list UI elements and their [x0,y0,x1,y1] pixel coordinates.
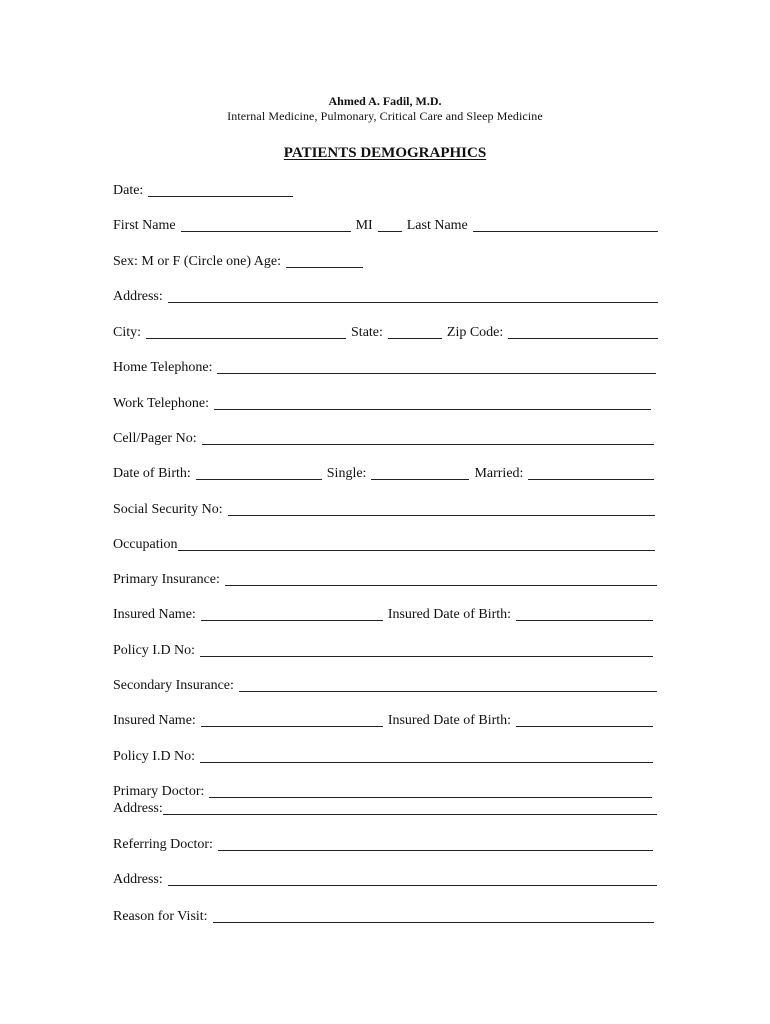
date-field[interactable] [148,184,293,197]
cell-pager-label: Cell/Pager No: [113,431,197,446]
referring-doctor-row [113,837,653,853]
home-telephone-label: Home Telephone: [113,360,213,375]
last-name-field[interactable] [473,219,658,232]
referring-address-label: Address: [113,872,163,887]
state-label: State: [351,325,383,340]
insured-dob-field[interactable] [516,608,653,621]
secondary-insurance-field[interactable] [239,679,657,692]
mi-field[interactable] [378,219,402,232]
cell-pager-row [113,431,654,447]
referring-address-row [113,872,657,888]
insured-name-field[interactable] [201,608,383,621]
address-row [113,289,658,305]
single-field[interactable] [371,467,469,480]
mi-label: MI [355,218,373,233]
married-label: Married: [474,466,524,481]
reason-for-visit-row [113,909,654,925]
cell-pager-field[interactable] [202,432,654,445]
secondary-policy-id-label: Policy I.D No: [113,749,196,764]
dob-field[interactable] [196,467,322,480]
doctor-name: Ahmed A. Fadil, M.D. [328,94,442,108]
occupation-row [113,537,655,553]
primary-insurance-field[interactable] [225,573,657,586]
city-field[interactable] [146,326,346,339]
first-name-field[interactable] [181,219,351,232]
ssn-row [113,502,655,518]
primary-doctor-address-row [113,801,657,817]
last-name-label: Last Name [406,218,468,233]
ssn-field[interactable] [228,503,655,516]
primary-doctor-field[interactable] [209,785,652,798]
date-row [113,183,293,199]
work-telephone-row [113,396,651,412]
secondary-insured-name-label: Insured Name: [113,713,196,728]
ssn-label: Social Security No: [113,502,223,517]
work-telephone-field[interactable] [214,397,651,410]
primary-doctor-row [113,784,652,800]
secondary-insurance-row [113,678,657,694]
reason-for-visit-field[interactable] [213,910,654,923]
primary-insurance-label: Primary Insurance: [113,572,220,587]
occupation-label: Occupation [113,537,178,552]
secondary-policy-id-field[interactable] [200,750,653,763]
policy-id-label: Policy I.D No: [113,643,196,658]
age-field[interactable] [286,255,363,268]
primary-doctor-address-label: Address: [113,801,163,816]
referring-doctor-field[interactable] [218,838,653,851]
zip-label: Zip Code: [446,325,504,340]
address-field[interactable] [168,290,658,303]
reason-for-visit-label: Reason for Visit: [113,909,208,924]
secondary-insured-dob-label: Insured Date of Birth: [387,713,512,728]
occupation-field[interactable] [178,538,655,551]
primary-insurance-row [113,572,657,588]
insured-dob-label: Insured Date of Birth: [387,607,512,622]
insured-name-label: Insured Name: [113,607,196,622]
primary-policy-row [113,643,653,659]
home-telephone-row [113,360,656,376]
work-telephone-label: Work Telephone: [113,396,209,411]
doctor-specialty: Internal Medicine, Pulmonary, Critical Care and Sleep Medicine [227,109,543,123]
address-label: Address: [113,289,163,304]
policy-id-field[interactable] [200,644,653,657]
secondary-policy-row [113,749,653,765]
secondary-insurance-label: Secondary Insurance: [113,678,234,693]
dob-label: Date of Birth: [113,466,191,481]
city-label: City: [113,325,142,340]
primary-insured-row [113,607,653,623]
single-label: Single: [326,466,367,481]
name-row [113,218,658,234]
first-name-label: First Name [113,218,176,233]
secondary-insured-name-field[interactable] [201,714,383,727]
zip-field[interactable] [508,326,658,339]
sex-age-row [113,254,363,270]
primary-doctor-address-field[interactable] [163,802,657,815]
secondary-insured-dob-field[interactable] [516,714,653,727]
referring-doctor-label: Referring Doctor: [113,837,213,852]
city-state-zip-row [113,325,658,341]
home-telephone-field[interactable] [217,361,656,374]
secondary-insured-row [113,713,653,729]
state-field[interactable] [388,326,442,339]
dob-marital-row [113,466,654,482]
married-field[interactable] [528,467,654,480]
primary-doctor-label: Primary Doctor: [113,784,205,799]
form-title: PATIENTS DEMOGRAPHICS [283,145,487,161]
date-label: Date: [113,183,144,198]
referring-address-field[interactable] [168,873,657,886]
sex-age-label: Sex: M or F (Circle one) Age: [113,254,281,269]
